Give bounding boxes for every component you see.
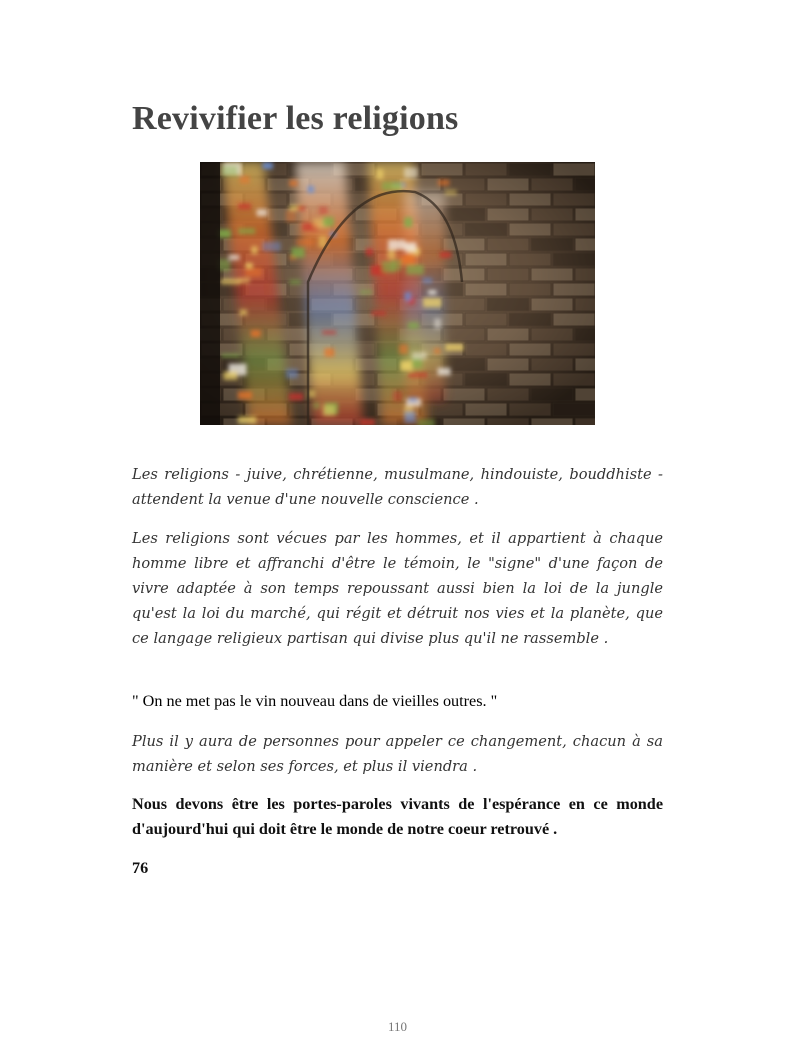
stained-glass-light-photo bbox=[200, 162, 595, 425]
section-number: 76 bbox=[132, 859, 149, 877]
light-beams bbox=[222, 162, 445, 425]
page-title: Revivifier les religions bbox=[132, 100, 459, 137]
photo-illustration bbox=[200, 162, 595, 425]
paragraph-5: Nous devons être les portes-paroles vivants de l'espérance en ce monde d'aujourd'hui qui doit être le monde de notre coeur retrouvé . bbox=[132, 795, 663, 838]
left-shadow bbox=[200, 162, 220, 425]
paragraph-4: Plus il y aura de personnes pour appeler ce changement, chacun à sa manière et selon ses forces, et plus il viendra . bbox=[132, 733, 663, 775]
paragraph-2: Les religions sont vécues par les hommes, et il appartient à chaque homme libre et affranchi d'être le témoin, le "signe" d'une façon de vivre adaptée à son temps repoussant aussi bien la loi de la jungle qu'est la loi du marché, qui régit et détruit nos vies et la planète, que ce langage religieux partisan qui divise plus qu'il ne rassemble . bbox=[132, 530, 663, 647]
paragraph-1: Les religions - juive, chrétienne, musulmane, hindouiste, bouddhiste - attendent la venue d'une nouvelle conscience . bbox=[132, 466, 663, 508]
quote-paragraph: " On ne met pas le vin nouveau dans de vieilles outres. " bbox=[132, 692, 498, 710]
page-number: 110 bbox=[387, 1019, 408, 1034]
